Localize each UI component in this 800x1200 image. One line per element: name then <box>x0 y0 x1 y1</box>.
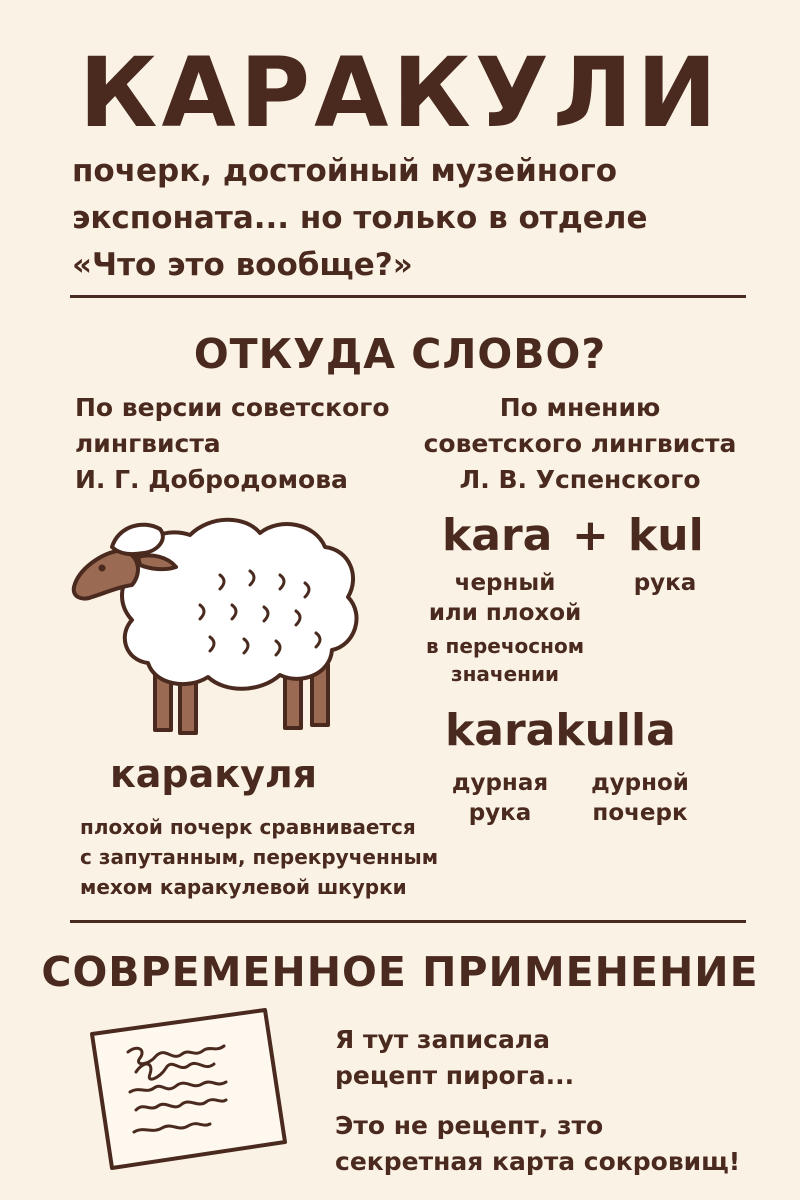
dialogue-line: секретная карта сокровищ! <box>335 1147 741 1176</box>
compound-word: karakulla <box>445 705 676 756</box>
dialogue-line: Я тут записала <box>335 1025 550 1054</box>
dialogue-answer <box>335 1108 775 1180</box>
divider-bottom <box>70 920 746 923</box>
dialogue-question <box>335 1022 775 1094</box>
compound-meaning-line: почерк <box>592 800 688 826</box>
kara-meaning-line: или плохой <box>428 600 582 626</box>
dialogue-line: Это не рецепт, зто <box>335 1111 604 1140</box>
description-line: с запутанным, перекрученным <box>80 845 439 869</box>
word-karakulya: каракуля <box>110 752 318 796</box>
compound-meaning-line: дурная <box>451 770 549 796</box>
plus-sign: + <box>572 510 609 561</box>
kara-meaning-line: значении <box>450 662 560 686</box>
word-part-kara: kara <box>442 510 553 561</box>
kara-meaning-line: в перечосном <box>425 634 585 658</box>
kara-meaning-line: черный <box>454 570 556 596</box>
page-title: КАРАКУЛИ <box>79 37 721 149</box>
usage-heading: СОВРЕМЕННОЕ ПРИМЕНЕНИЕ <box>41 948 759 996</box>
compound-meaning-2 <box>575 768 705 828</box>
left-source-line: По версии советского <box>75 393 390 422</box>
subtitle-line: «Что это вообще?» <box>72 247 413 283</box>
compound-meaning-line: дурной <box>591 770 689 796</box>
origin-heading: ОТКУДА СЛОВО? <box>193 330 607 378</box>
right-source <box>420 390 740 498</box>
right-source-line: советского лингвиста <box>423 429 737 458</box>
compound-meaning-line: рука <box>468 800 532 826</box>
subtitle <box>72 148 752 289</box>
left-source-line: лингвиста <box>75 429 221 458</box>
subtitle-line: почерк, достойный музейного <box>72 153 617 189</box>
sheep-icon <box>60 505 370 755</box>
divider-top <box>70 295 746 298</box>
kara-meaning <box>415 568 595 628</box>
karakulya-description <box>80 812 440 902</box>
left-source <box>75 390 415 498</box>
description-line: мехом каракулевой шкурки <box>80 875 407 899</box>
compound-meaning-1 <box>440 768 560 828</box>
kara-meaning-figurative <box>415 632 595 688</box>
scribbled-note-icon <box>80 1000 295 1175</box>
left-source-line: И. Г. Добродомова <box>75 465 348 494</box>
word-part-kul: kul <box>628 510 704 561</box>
subtitle-line: экспоната... но только в отделе <box>72 200 648 236</box>
description-line: плохой почерк сравнивается <box>80 815 416 839</box>
kul-meaning: рука <box>633 570 697 596</box>
right-source-line: Л. В. Успенского <box>459 465 701 494</box>
right-source-line: По мнению <box>499 393 661 422</box>
dialogue-line: рецепт пирога... <box>335 1061 575 1090</box>
